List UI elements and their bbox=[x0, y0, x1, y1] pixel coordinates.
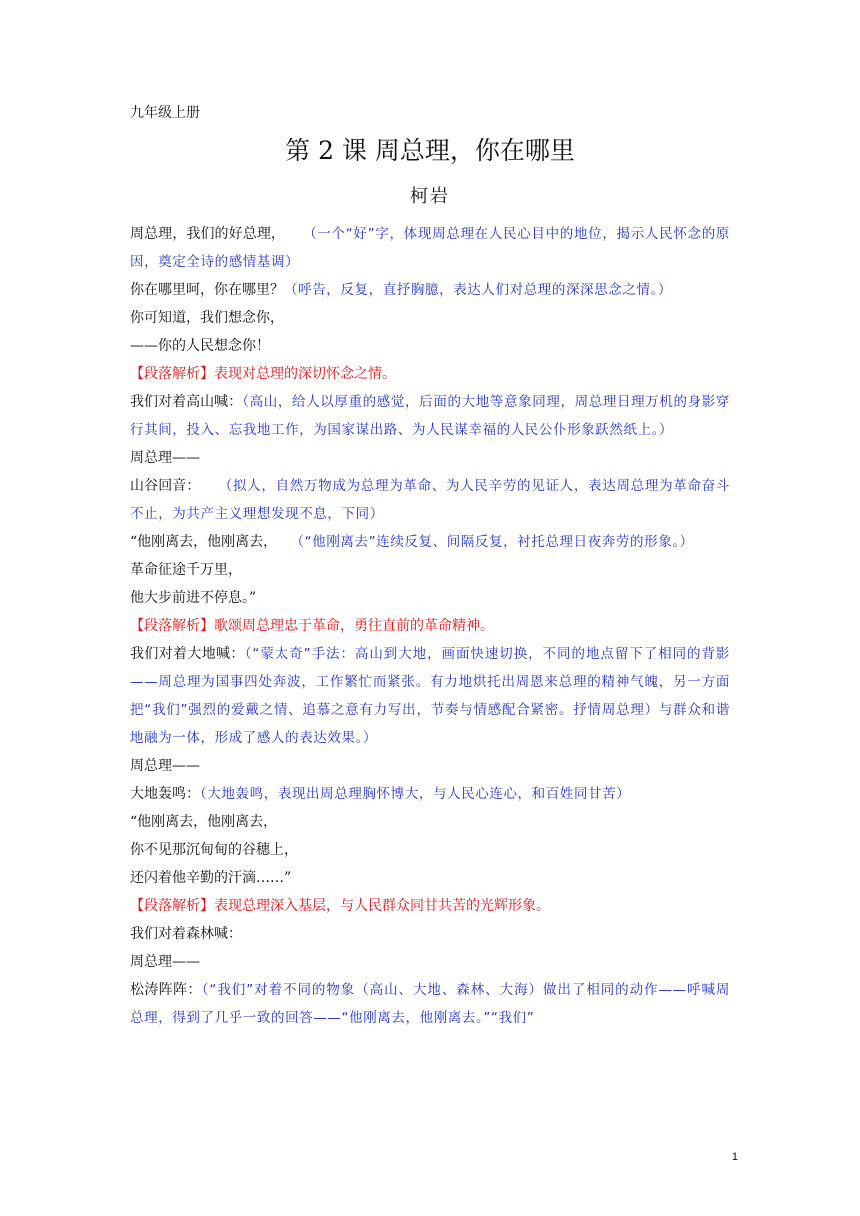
analysis-tag: 【段落解析】 bbox=[130, 898, 214, 914]
poem-text: 我们对着大地喊： bbox=[130, 646, 245, 662]
annotation-note: （“我们”对着不同的物象（高山、大地、森林、大海）做出了相同的动作——呼喊周总理，得到了几乎一致的回答——“他刚离去，他刚离去。”“我们” bbox=[130, 982, 730, 1026]
annotation-note: （“他刚离去”连续反复、间隔反复，衬托总理日夜奔劳的形象。） bbox=[290, 534, 694, 550]
poem-text: 我们对着森林喊： bbox=[130, 926, 242, 942]
lesson-title: 第 2 课 周总理，你在哪里 bbox=[285, 136, 575, 165]
poem-text: 你不见那沉甸甸的谷穗上， bbox=[130, 842, 298, 858]
poem-line bbox=[130, 444, 730, 472]
poem-text: 你在哪里呵，你在哪里？ bbox=[130, 282, 284, 298]
annotation-note: （拟人，自然万物成为总理为革命、为人民辛劳的见证人，表达周总理为革命奋斗不止，为共产主义理想发现不息，下同） bbox=[130, 478, 730, 522]
paragraph-analysis bbox=[130, 360, 730, 388]
poem-line bbox=[130, 220, 730, 276]
poem-line bbox=[130, 920, 730, 948]
analysis-tag: 【段落解析】 bbox=[130, 366, 214, 382]
poem-text: 周总理—— bbox=[130, 450, 200, 466]
poem-text: 他大步前进不停息。” bbox=[130, 590, 257, 606]
poem-line bbox=[130, 584, 730, 612]
poem-text: 周总理—— bbox=[130, 758, 200, 774]
poem-body bbox=[130, 220, 730, 1032]
paragraph-analysis bbox=[130, 612, 730, 640]
annotation-note: （大地轰鸣，表现出周总理胸怀博大，与人民心连心，和百姓同甘苦） bbox=[200, 786, 631, 802]
poem-line bbox=[130, 976, 730, 1032]
grade-label: 九年级上册 bbox=[130, 105, 200, 121]
poem-line bbox=[130, 640, 730, 752]
poem-line bbox=[130, 388, 730, 444]
poem-line bbox=[130, 472, 730, 528]
page-number: 1 bbox=[731, 1151, 738, 1163]
poem-text: 周总理，我们的好总理， bbox=[130, 226, 285, 242]
poem-line bbox=[130, 556, 730, 584]
poem-line bbox=[130, 304, 730, 332]
annotation-note: （一个“好”字，体现周总理在人民心目中的地位，揭示人民怀念的原因，奠定全诗的感情基调） bbox=[130, 226, 730, 270]
annotation-note: （高山，给人以厚重的感觉，后面的大地等意象同理，周总理日理万机的身影穿行其间，投入、忘我地工作，为国家谋出路、为人民谋幸福的人民公仆形象跃然纸上。） bbox=[130, 394, 731, 438]
analysis-text: 表现对总理的深切怀念之情。 bbox=[214, 366, 396, 382]
poem-text: ——你的人民想念你！ bbox=[130, 338, 270, 354]
analysis-text: 表现总理深入基层，与人民群众同甘共苦的光辉形象。 bbox=[214, 898, 550, 914]
poem-line bbox=[130, 332, 730, 360]
poem-line bbox=[130, 808, 730, 836]
annotation-note: （呼告，反复，直抒胸臆，表达人们对总理的深深思念之情。） bbox=[284, 282, 673, 298]
poem-line bbox=[130, 752, 730, 780]
poem-text: 大地轰鸣： bbox=[130, 786, 200, 802]
poem-line bbox=[130, 276, 730, 304]
poem-line bbox=[130, 836, 730, 864]
annotation-note: （“蒙太奇”手法：高山到大地，画面快速切换，不同的地点留下了相同的背影——周总理为国事四处奔波，工作繁忙而紧张。有力地烘托出周恩来总理的精神气魄，另一方面把“我们”强烈的爱戴之情、追慕之意有力写出，节奏与情感配合紧密。抒情周总理）与群众和谐地融为一体，形成了感人的表达效果。） bbox=[130, 646, 730, 746]
poem-text: “他刚离去，他刚离去， bbox=[130, 814, 278, 830]
poem-text: 还闪着他辛勤的汗滴……” bbox=[130, 870, 292, 886]
poem-text: 我们对着高山喊： bbox=[130, 394, 243, 410]
poem-line bbox=[130, 948, 730, 976]
poem-text: 周总理—— bbox=[130, 954, 200, 970]
poem-text: 山谷回音： bbox=[130, 478, 201, 494]
poem-text: “他刚离去，他刚离去， bbox=[130, 534, 278, 550]
poem-line bbox=[130, 864, 730, 892]
paragraph-analysis bbox=[130, 892, 730, 920]
poem-line bbox=[130, 780, 730, 808]
poem-text: 你可知道，我们想念你， bbox=[130, 310, 284, 326]
analysis-text: 歌颂周总理忠于革命，勇往直前的革命精神。 bbox=[214, 618, 494, 634]
analysis-tag: 【段落解析】 bbox=[130, 618, 214, 634]
poem-text: 革命征途千万里， bbox=[130, 562, 242, 578]
poem-line bbox=[130, 528, 730, 556]
poem-text: 松涛阵阵： bbox=[130, 982, 202, 998]
author-name: 柯岩 bbox=[410, 186, 450, 207]
